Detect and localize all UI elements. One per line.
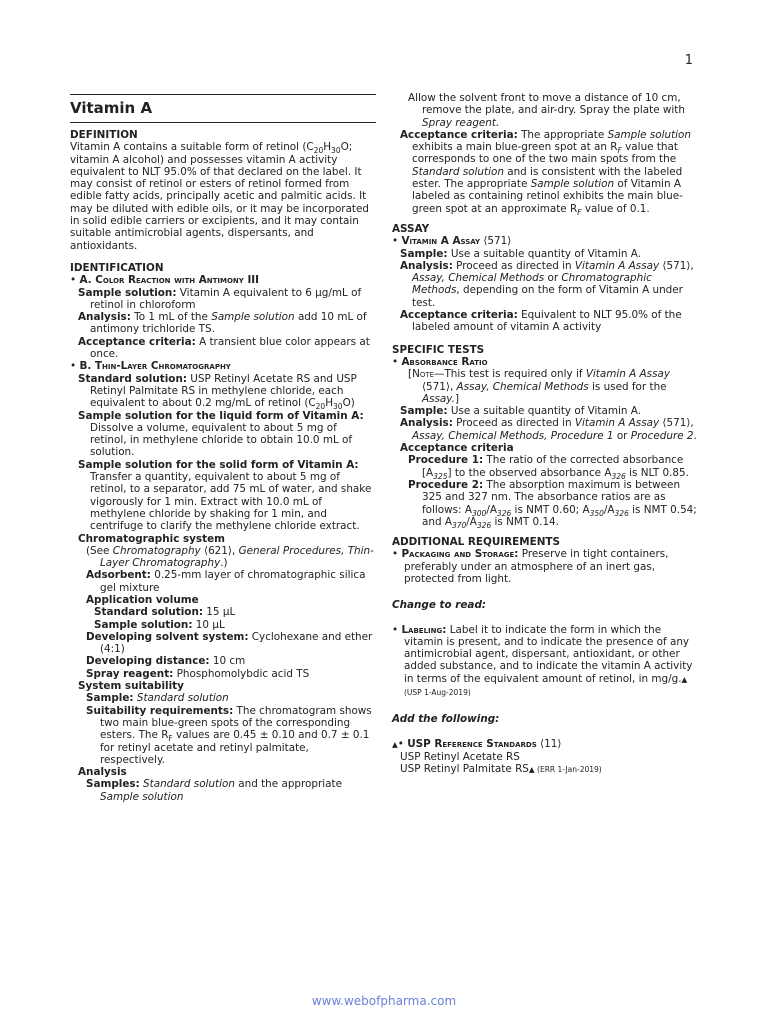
left-column [70,92,376,803]
assay-sample: Sample: Use a suitable quantity of Vitamin A. [400,247,641,260]
packaging-storage: • Packaging and Storage: Preserve in tight containers, preferably under an atmosphere of an inert gas, protected from light. [392,548,669,585]
usp-retinyl-palmitate: USP Retinyl Palmitate RS▲ (ERR 1-Jan-2019) [400,763,602,776]
developing-solvent: Developing solvent system: Cyclohexane and ether (4:1) [86,630,373,656]
assay-item: • Vitamin A Assay ⟨571⟩ [392,235,512,248]
app-standard-solution: Standard solution: 15 µL [94,606,236,619]
usp-retinyl-acetate: USP Retinyl Acetate RS [400,750,520,763]
allow-solvent: Allow the solvent front to move a distance of 10 cm, remove the plate, and air-dry. Spray the plate with Spray reagent. [408,92,685,129]
identification-heading: IDENTIFICATION [70,261,164,274]
absorbance-acceptance-label: Acceptance criteria [400,442,514,455]
definition-heading: DEFINITION [70,129,138,141]
id-a-analysis: Analysis: To 1 mL of the Sample solution add 10 mL of antimony trichloride TS. [78,311,367,336]
footer-url[interactable]: www.webofpharma.com [311,993,457,1008]
page-title: Vitamin A [70,95,376,123]
tlc-acceptance: Acceptance criteria: The appropriate Sample solution exhibits a main blue-green spot at an $R_F$ value that corresponds to one of the two main spots from the Standard solution and is consistent with the labeled ester. The appropriate Sample solution of Vitamin A labeled as containing retinol exhibits the main blue-green spot at an approximate $R_F$ value of 0.1. [400,128,691,217]
id-a-acceptance: Acceptance criteria: A transient blue color appears at once. [78,335,370,361]
absorbance-ratio-item: • Absorbance Ratio [392,355,488,368]
analysis-label: Analysis [78,766,127,779]
procedure-1: Procedure 1: The ratio of the corrected absorbance $[A_{325}]$ to the observed absorbance $A_{326}$ is NLT 0.85. [408,454,689,481]
id-b-standard: Standard solution: USP Retinyl Acetate RS and USP Retinyl Palmitate RS in methylene chloride, each equivalent to about 0.2 mg/mL of retinol $(C_{20}H_{30}O)$ [78,372,357,412]
id-b-liquid-label: Sample solution for the liquid form of Vitamin A: [78,409,364,422]
procedure-2: Procedure 2: The absorption maximum is between 325 and 327 nm. The absorbance ratios are as follows: $A_{300}/A_{326}$ is NMT 0.60; $A_{350}/A_{326}$ is NMT 0.54; and $A_{370}/A_{326}$ is NMT 0.14. [408,478,697,530]
app-sample-solution: Sample solution: 10 µL [94,618,225,631]
absorbance-note: [Note—This test is required only if Vitamin A Assay ⟨571⟩, Assay, Chemical Methods is used for the Assay.] [408,368,671,405]
spray-reagent: Spray reagent: Phosphomolybdic acid TS [86,667,310,680]
assay-heading: ASSAY [392,222,430,235]
usp-reference-standards: ▲• USP Reference Standards ⟨11⟩ [392,737,562,750]
add-the-following: Add the following: [392,713,500,726]
chrom-see: (See Chromatography ⟨621⟩, General Procedures, Thin-Layer Chromatography.) [86,544,374,570]
id-b-liquid-text: Dissolve a volume, equivalent to about 5 mg of retinol, in methylene chloride to obtain 10.0 mL of solution. [90,421,353,459]
suitability-requirements: Suitability requirements: The chromatogram shows two main blue-green spots of the corresponding esters. The $R_F$ values are 0.45 ± 0.10 and 0.7 ± 0.1 for retinyl acetate and retinyl palmitate, respectively. [86,704,372,766]
change-to-read: Change to read: [392,599,487,612]
page-number: 1 [684,53,693,68]
analysis-samples: Samples: Standard solution and the appropriate Sample solution [86,778,342,803]
additional-requirements-heading: ADDITIONAL REQUIREMENTS [392,536,560,549]
system-suitability: System suitability [78,680,184,693]
suit-sample: Sample: Standard solution [86,692,229,705]
absorbance-sample: Sample: Use a suitable quantity of Vitamin A. [400,405,641,418]
developing-distance: Developing distance: 10 cm [86,655,246,668]
labeling: • Labeling: Label it to indicate the form in which the vitamin is present, and to indicate the presence of any antimicrobial agent, dispersant, antioxidant, or other added substance, and to indicate the vitamin A activity in terms of the equivalent amount of retinol, in mg/g.▲ (USP 1-Aug-2019) [392,623,693,698]
application-volume: Application volume [86,593,199,606]
absorbance-analysis: Analysis: Proceed as directed in Vitamin A Assay ⟨571⟩, Assay, Chemical Methods, Procedure 1 or Procedure 2. [400,417,697,442]
id-b-solid: Sample solution for the solid form of Vitamin A: Transfer a quantity, equivalent to about 5 mg of retinol, to a separator, add 75 mL of water, and shake vigorously for 1 min. Extract with 10.0 mL of methylene chloride by shaking for 1 min, and centrifuge to clarify the methylene chloride extract. [78,458,372,533]
right-column [392,92,702,777]
id-b-title: • B. Thin-Layer Chromatography [70,360,231,373]
adsorbent: Adsorbent: 0.25-mm layer of chromatographic silica gel mixture [86,569,366,594]
specific-tests-heading: SPECIFIC TESTS [392,343,485,356]
definition-text: Vitamin A contains a suitable form of retinol ($C_{20}H_{30}O$; vitamin A alcohol) and possesses vitamin A activity equivalent to NLT 95.0% of that declared on the label. It may consist of retinol or esters of retinol formed from edible fatty acids, principally acetic and palmitic acids. It may be diluted with edible oils, or it may be incorporated in solid edible carriers or excipients, and it may contain suitable antimicrobial agents, dispersants, and antioxidants. [70,141,369,252]
assay-analysis: Analysis: Proceed as directed in Vitamin A Assay ⟨571⟩, Assay, Chemical Methods or Chromatographic Methods, depending on the form of Vitamin A under test. [400,259,694,309]
assay-acceptance: Acceptance criteria: Equivalent to NLT 95.0% of the labeled amount of vitamin A activity [400,309,682,334]
chrom-system-label: Chromatographic system [78,532,225,545]
id-a-title: • A. Color Reaction with Antimony III [70,274,260,287]
id-a-sample: Sample solution: Vitamin A equivalent to 6 µg/mL of retinol in chloroform [78,286,362,311]
